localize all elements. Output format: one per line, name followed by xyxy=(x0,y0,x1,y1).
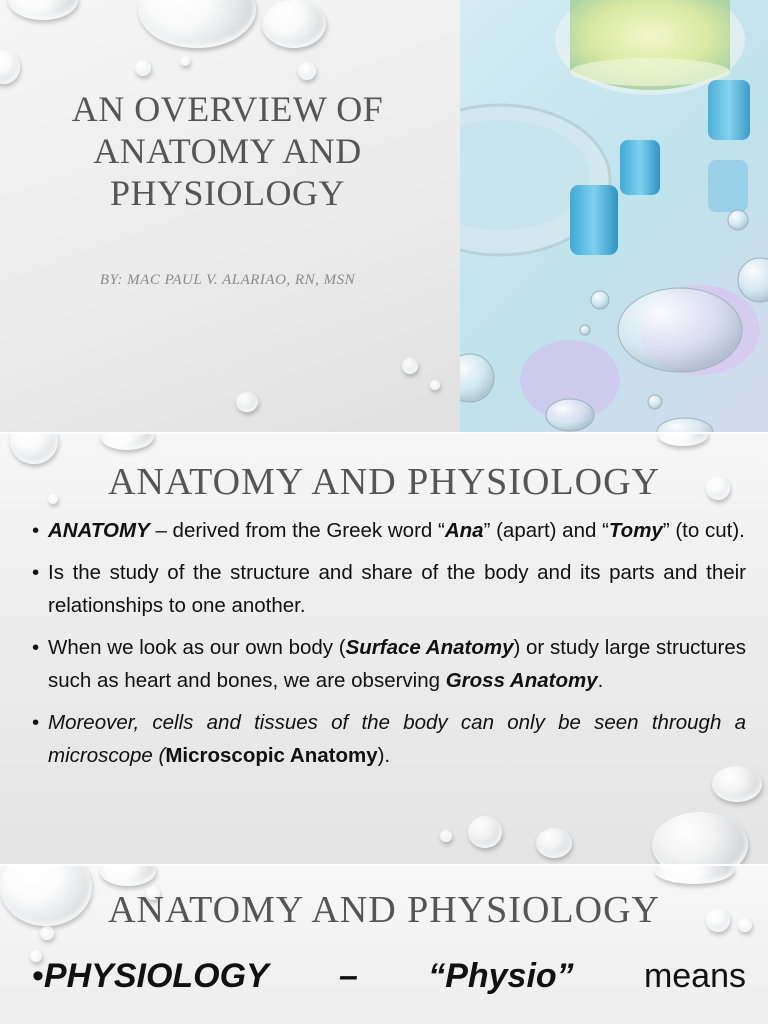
water-drop-decoration xyxy=(468,816,502,848)
list-item: • Is the study of the structure and share of the body and its parts and their relationships to one another. xyxy=(32,561,746,617)
water-drop-decoration xyxy=(180,56,190,66)
physiology-slide xyxy=(0,866,768,1024)
slide-heading: ANATOMY AND PHYSIOLOGY xyxy=(108,889,660,931)
list-item: • Moreover, cells and tissues of the body can only be seen through a microscope (Microscopic Anatomy). xyxy=(32,711,746,767)
water-drop-decoration xyxy=(652,812,748,864)
list-item: • When we look as our own body (Surface Anatomy) or study large structures such as heart and bones, we are observing Gross Anatomy. xyxy=(32,636,746,692)
anatomy-bullet-list xyxy=(0,514,768,781)
water-drop-decoration xyxy=(0,50,20,84)
list-item: • ANATOMY – derived from the Greek word “Ana” (apart) and “Tomy” (to cut). xyxy=(32,519,745,542)
list-item: •PHYSIOLOGY xyxy=(32,957,269,995)
water-drop-decoration xyxy=(402,358,418,374)
water-drop-decoration xyxy=(135,60,151,76)
laboratory-glassware-photo xyxy=(460,0,768,432)
lab-glassware-illustration xyxy=(460,0,768,432)
physiology-definition-text: •PHYSIOLOGY – “Physio” means xyxy=(0,954,768,998)
title-slide xyxy=(0,0,768,432)
water-drop-decoration xyxy=(262,0,326,48)
water-drop-decoration xyxy=(536,828,572,858)
water-drop-decoration xyxy=(654,866,734,884)
slide-heading: ANATOMY AND PHYSIOLOGY xyxy=(108,461,660,503)
author-byline: BY: MAC PAUL V. ALARIAO, RN, MSN xyxy=(99,272,356,288)
water-drop-decoration xyxy=(138,0,256,48)
water-drop-decoration xyxy=(100,866,156,886)
slide-title: AN OVERVIEW OF ANATOMY AND PHYSIOLOGY xyxy=(71,89,384,213)
water-drop-decoration xyxy=(8,0,78,20)
anatomy-slide xyxy=(0,434,768,864)
water-drop-decoration xyxy=(658,434,708,446)
water-drop-decoration xyxy=(430,380,440,390)
water-drop-decoration xyxy=(440,830,452,842)
water-drop-decoration xyxy=(236,392,258,412)
water-drop-decoration xyxy=(100,434,154,450)
water-drop-decoration xyxy=(298,62,316,80)
